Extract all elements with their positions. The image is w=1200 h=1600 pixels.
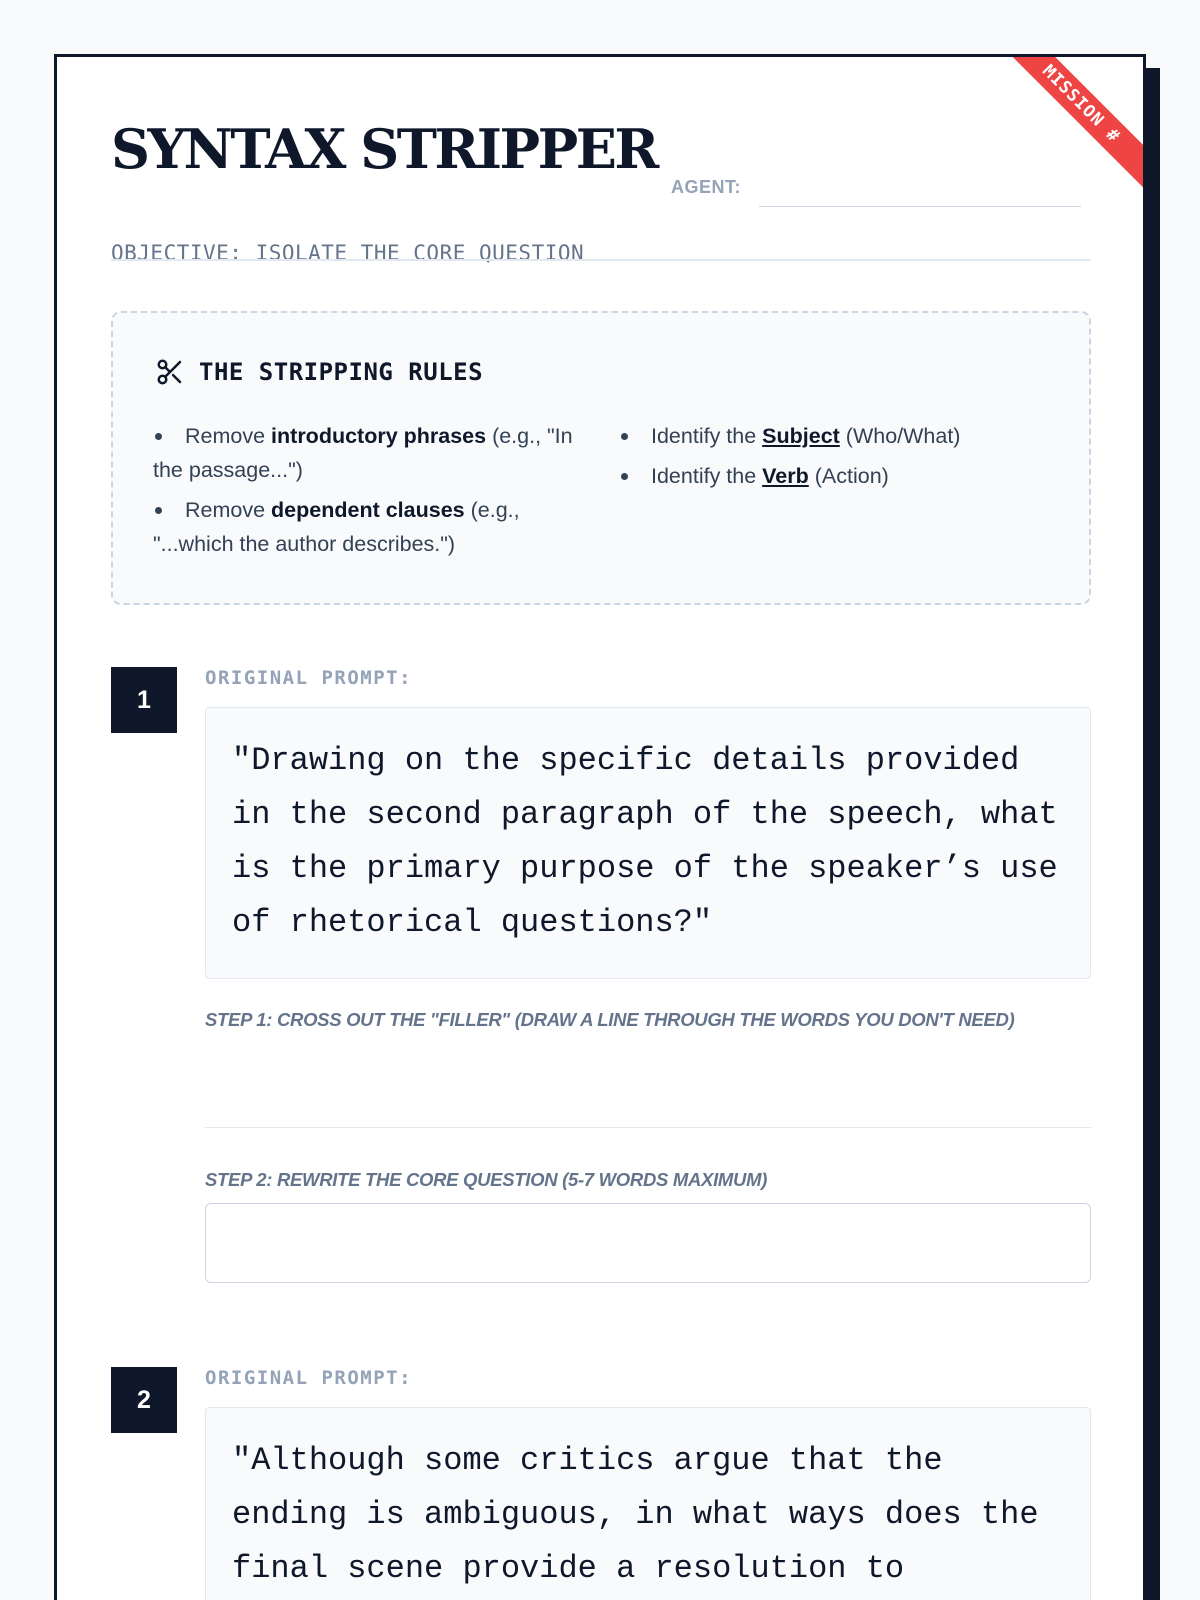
original-prompt-label: ORIGINAL PROMPT: <box>205 667 413 689</box>
rule-item: Remove dependent clauses (e.g., "...which the author describes.") <box>153 493 593 561</box>
rule-item: Identify the Verb (Action) <box>619 459 1059 493</box>
rules-right-column <box>619 419 1059 499</box>
original-prompt-label: ORIGINAL PROMPT: <box>205 1367 413 1389</box>
agent-label: AGENT: <box>671 177 741 197</box>
rules-left-column <box>153 419 593 567</box>
rule-item: Remove introductory phrases (e.g., "In the passage...") <box>153 419 593 487</box>
rule-item: Identify the Subject (Who/What) <box>619 419 1059 453</box>
scissors-icon <box>155 357 185 387</box>
rules-heading <box>155 357 483 387</box>
step-2-instruction: STEP 2: REWRITE THE CORE QUESTION (5-7 WORDS MAXIMUM) <box>205 1169 768 1190</box>
rules-box <box>111 311 1091 605</box>
page-title: SYNTAX STRIPPER <box>111 117 657 181</box>
question-1 <box>111 667 1091 1287</box>
question-2 <box>111 1367 1091 1600</box>
objective-subtitle: OBJECTIVE: ISOLATE THE CORE QUESTION <box>111 241 585 265</box>
header-divider <box>111 259 1091 261</box>
rules-title: THE STRIPPING RULES <box>199 358 484 386</box>
worksheet <box>54 54 1146 1600</box>
worksheet-header <box>111 117 1091 317</box>
question-number: 1 <box>111 667 177 733</box>
original-prompt-box: "Drawing on the specific details provided in the second paragraph of the speech, what is the primary purpose of the speaker’s use of rhetorical questions?" <box>205 707 1091 979</box>
step-1-instruction: STEP 1: CROSS OUT THE "FILLER" (DRAW A LINE THROUGH THE WORDS YOU DON'T NEED) <box>205 1009 1015 1030</box>
agent-name-field[interactable] <box>759 206 1081 207</box>
rewrite-answer-box[interactable] <box>205 1203 1091 1283</box>
mission-ribbon: MISSION # <box>986 54 1146 199</box>
original-prompt-box: "Although some critics argue that the ending is ambiguous, in what ways does the final scene provide a resolution to <box>205 1407 1091 1600</box>
cross-out-line <box>205 1127 1091 1128</box>
question-number: 2 <box>111 1367 177 1433</box>
